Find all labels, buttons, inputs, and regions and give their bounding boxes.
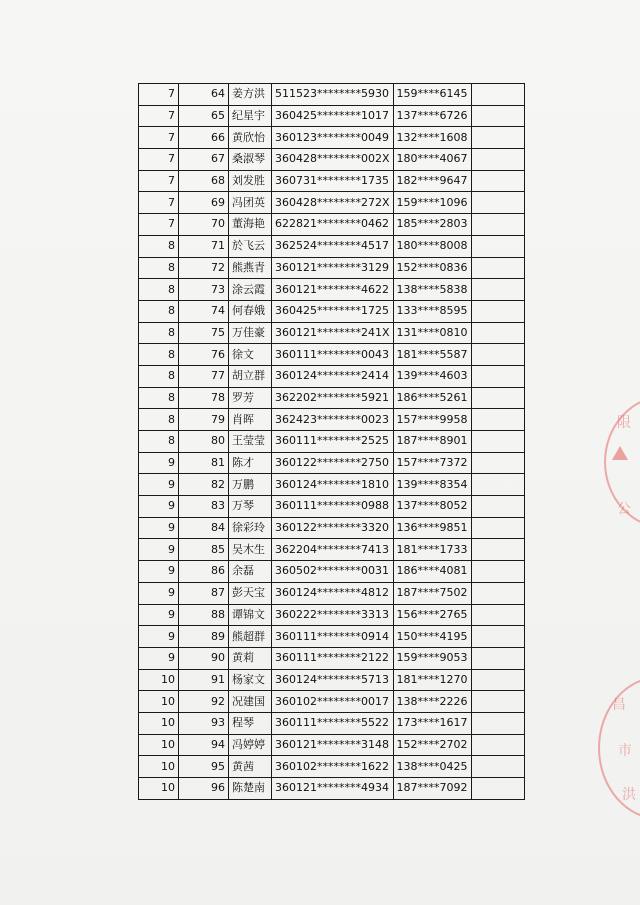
id-number-cell: 360121********4622 <box>272 279 394 301</box>
empty-cell <box>471 322 524 344</box>
roster-table-body <box>139 84 525 800</box>
name-cell: 胡立群 <box>229 365 272 387</box>
name-cell: 罗芳 <box>229 387 272 409</box>
id-number-cell: 511523********5930 <box>272 84 394 106</box>
id-number-cell: 360222********3313 <box>272 604 394 626</box>
name-cell: 纪星宇 <box>229 105 272 127</box>
batch-cell: 7 <box>139 127 179 149</box>
name-cell: 熊超群 <box>229 626 272 648</box>
id-number-cell: 360731********1735 <box>272 170 394 192</box>
table-row <box>139 127 525 149</box>
phone-cell: 173****1617 <box>393 712 471 734</box>
name-cell: 徐彩玲 <box>229 517 272 539</box>
name-cell: 吴木生 <box>229 539 272 561</box>
phone-cell: 182****9647 <box>393 170 471 192</box>
name-cell: 於飞云 <box>229 235 272 257</box>
table-row <box>139 257 525 279</box>
id-number-cell: 362202********5921 <box>272 387 394 409</box>
empty-cell <box>471 582 524 604</box>
batch-cell: 8 <box>139 300 179 322</box>
number-cell: 67 <box>179 149 229 171</box>
empty-cell <box>471 279 524 301</box>
empty-cell <box>471 626 524 648</box>
number-cell: 83 <box>179 496 229 518</box>
number-cell: 89 <box>179 626 229 648</box>
phone-cell: 186****5261 <box>393 387 471 409</box>
id-number-cell: 360111********0988 <box>272 496 394 518</box>
batch-cell: 9 <box>139 626 179 648</box>
batch-cell: 7 <box>139 149 179 171</box>
empty-cell <box>471 431 524 453</box>
name-cell: 熊燕青 <box>229 257 272 279</box>
batch-cell: 9 <box>139 604 179 626</box>
empty-cell <box>471 214 524 236</box>
number-cell: 69 <box>179 192 229 214</box>
id-number-cell: 360124********2414 <box>272 365 394 387</box>
batch-cell: 9 <box>139 539 179 561</box>
phone-cell: 133****8595 <box>393 300 471 322</box>
phone-cell: 186****4081 <box>393 561 471 583</box>
number-cell: 94 <box>179 734 229 756</box>
table-row <box>139 322 525 344</box>
empty-cell <box>471 647 524 669</box>
table-row <box>139 431 525 453</box>
batch-cell: 9 <box>139 647 179 669</box>
name-cell: 黄欣怡 <box>229 127 272 149</box>
batch-cell: 8 <box>139 279 179 301</box>
table-row <box>139 778 525 800</box>
id-number-cell: 360111********2525 <box>272 431 394 453</box>
seal-star-icon <box>612 446 628 460</box>
empty-cell <box>471 539 524 561</box>
batch-cell: 9 <box>139 517 179 539</box>
empty-cell <box>471 365 524 387</box>
name-cell: 彭天宝 <box>229 582 272 604</box>
phone-cell: 138****2226 <box>393 691 471 713</box>
table-row <box>139 300 525 322</box>
batch-cell: 8 <box>139 235 179 257</box>
number-cell: 77 <box>179 365 229 387</box>
id-number-cell: 362204********7413 <box>272 539 394 561</box>
id-number-cell: 360102********0017 <box>272 691 394 713</box>
roster-table <box>138 83 525 800</box>
name-cell: 何春娥 <box>229 300 272 322</box>
phone-cell: 139****8354 <box>393 474 471 496</box>
number-cell: 73 <box>179 279 229 301</box>
number-cell: 95 <box>179 756 229 778</box>
number-cell: 88 <box>179 604 229 626</box>
phone-cell: 139****4603 <box>393 365 471 387</box>
batch-cell: 9 <box>139 452 179 474</box>
number-cell: 80 <box>179 431 229 453</box>
phone-cell: 138****0425 <box>393 756 471 778</box>
number-cell: 78 <box>179 387 229 409</box>
empty-cell <box>471 561 524 583</box>
batch-cell: 8 <box>139 257 179 279</box>
id-number-cell: 360111********0043 <box>272 344 394 366</box>
number-cell: 66 <box>179 127 229 149</box>
empty-cell <box>471 170 524 192</box>
table-row <box>139 452 525 474</box>
table-row <box>139 84 525 106</box>
phone-cell: 181****1270 <box>393 669 471 691</box>
empty-cell <box>471 127 524 149</box>
name-cell: 万琴 <box>229 496 272 518</box>
id-number-cell: 360122********2750 <box>272 452 394 474</box>
name-cell: 万鹏 <box>229 474 272 496</box>
phone-cell: 131****0810 <box>393 322 471 344</box>
name-cell: 刘发胜 <box>229 170 272 192</box>
id-number-cell: 360111********5522 <box>272 712 394 734</box>
phone-cell: 137****6726 <box>393 105 471 127</box>
batch-cell: 9 <box>139 474 179 496</box>
table-row <box>139 517 525 539</box>
batch-cell: 7 <box>139 105 179 127</box>
empty-cell <box>471 452 524 474</box>
number-cell: 65 <box>179 105 229 127</box>
batch-cell: 7 <box>139 84 179 106</box>
name-cell: 徐文 <box>229 344 272 366</box>
empty-cell <box>471 691 524 713</box>
table-row <box>139 539 525 561</box>
name-cell: 程琴 <box>229 712 272 734</box>
id-number-cell: 360124********5713 <box>272 669 394 691</box>
number-cell: 81 <box>179 452 229 474</box>
batch-cell: 7 <box>139 192 179 214</box>
table-row <box>139 626 525 648</box>
batch-cell: 8 <box>139 387 179 409</box>
number-cell: 68 <box>179 170 229 192</box>
batch-cell: 8 <box>139 344 179 366</box>
batch-cell: 10 <box>139 734 179 756</box>
phone-cell: 180****8008 <box>393 235 471 257</box>
id-number-cell: 360123********0049 <box>272 127 394 149</box>
batch-cell: 8 <box>139 409 179 431</box>
empty-cell <box>471 149 524 171</box>
table-row <box>139 409 525 431</box>
batch-cell: 10 <box>139 691 179 713</box>
seal-fragment-text: 公 <box>617 501 631 517</box>
table-row <box>139 734 525 756</box>
phone-cell: 181****1733 <box>393 539 471 561</box>
name-cell: 谭锦文 <box>229 604 272 626</box>
number-cell: 92 <box>179 691 229 713</box>
phone-cell: 157****9958 <box>393 409 471 431</box>
batch-cell: 7 <box>139 170 179 192</box>
id-number-cell: 360124********1810 <box>272 474 394 496</box>
empty-cell <box>471 669 524 691</box>
id-number-cell: 360425********1725 <box>272 300 394 322</box>
number-cell: 76 <box>179 344 229 366</box>
batch-cell: 10 <box>139 712 179 734</box>
number-cell: 87 <box>179 582 229 604</box>
phone-cell: 159****1096 <box>393 192 471 214</box>
phone-cell: 156****2765 <box>393 604 471 626</box>
number-cell: 74 <box>179 300 229 322</box>
empty-cell <box>471 235 524 257</box>
name-cell: 杨家文 <box>229 669 272 691</box>
table-row <box>139 712 525 734</box>
table-row <box>139 105 525 127</box>
number-cell: 90 <box>179 647 229 669</box>
phone-cell: 185****2803 <box>393 214 471 236</box>
phone-cell: 152****0836 <box>393 257 471 279</box>
name-cell: 万佳豪 <box>229 322 272 344</box>
number-cell: 71 <box>179 235 229 257</box>
id-number-cell: 360425********1017 <box>272 105 394 127</box>
name-cell: 黄莉 <box>229 647 272 669</box>
name-cell: 黄茜 <box>229 756 272 778</box>
id-number-cell: 360121********3148 <box>272 734 394 756</box>
batch-cell: 7 <box>139 214 179 236</box>
id-number-cell: 360428********272X <box>272 192 394 214</box>
seal-fragment-text: 限 <box>617 415 631 431</box>
phone-cell: 187****7502 <box>393 582 471 604</box>
id-number-cell: 622821********0462 <box>272 214 394 236</box>
id-number-cell: 360111********0914 <box>272 626 394 648</box>
name-cell: 桑淑琴 <box>229 149 272 171</box>
name-cell: 况建国 <box>229 691 272 713</box>
name-cell: 肖晖 <box>229 409 272 431</box>
name-cell: 陈才 <box>229 452 272 474</box>
seal-fragment-text: 昌 <box>612 697 626 713</box>
number-cell: 93 <box>179 712 229 734</box>
batch-cell: 8 <box>139 322 179 344</box>
phone-cell: 152****2702 <box>393 734 471 756</box>
number-cell: 82 <box>179 474 229 496</box>
number-cell: 86 <box>179 561 229 583</box>
id-number-cell: 360502********0031 <box>272 561 394 583</box>
empty-cell <box>471 387 524 409</box>
seal-fragment-text: 市 <box>618 743 632 759</box>
table-row <box>139 170 525 192</box>
empty-cell <box>471 712 524 734</box>
phone-cell: 132****1608 <box>393 127 471 149</box>
phone-cell: 136****9851 <box>393 517 471 539</box>
name-cell: 陈楚南 <box>229 778 272 800</box>
batch-cell: 10 <box>139 778 179 800</box>
id-number-cell: 360121********3129 <box>272 257 394 279</box>
batch-cell: 10 <box>139 756 179 778</box>
batch-cell: 9 <box>139 496 179 518</box>
table-row <box>139 669 525 691</box>
table-row <box>139 365 525 387</box>
number-cell: 84 <box>179 517 229 539</box>
id-number-cell: 362524********4517 <box>272 235 394 257</box>
number-cell: 75 <box>179 322 229 344</box>
id-number-cell: 360121********241X <box>272 322 394 344</box>
empty-cell <box>471 84 524 106</box>
phone-cell: 157****7372 <box>393 452 471 474</box>
batch-cell: 10 <box>139 669 179 691</box>
batch-cell: 9 <box>139 582 179 604</box>
phone-cell: 187****8901 <box>393 431 471 453</box>
phone-cell: 138****5838 <box>393 279 471 301</box>
table-row <box>139 235 525 257</box>
empty-cell <box>471 604 524 626</box>
table-row <box>139 561 525 583</box>
number-cell: 64 <box>179 84 229 106</box>
empty-cell <box>471 496 524 518</box>
table-row <box>139 344 525 366</box>
empty-cell <box>471 105 524 127</box>
phone-cell: 150****4195 <box>393 626 471 648</box>
phone-cell: 159****9053 <box>393 647 471 669</box>
empty-cell <box>471 474 524 496</box>
phone-cell: 137****8052 <box>393 496 471 518</box>
name-cell: 冯婷婷 <box>229 734 272 756</box>
empty-cell <box>471 192 524 214</box>
batch-cell: 9 <box>139 561 179 583</box>
empty-cell <box>471 300 524 322</box>
phone-cell: 159****6145 <box>393 84 471 106</box>
table-row <box>139 582 525 604</box>
name-cell: 姜方洪 <box>229 84 272 106</box>
table-row <box>139 149 525 171</box>
name-cell: 冯团英 <box>229 192 272 214</box>
id-number-cell: 362423********0023 <box>272 409 394 431</box>
empty-cell <box>471 409 524 431</box>
number-cell: 79 <box>179 409 229 431</box>
table-row <box>139 192 525 214</box>
number-cell: 96 <box>179 778 229 800</box>
table-row <box>139 214 525 236</box>
batch-cell: 8 <box>139 431 179 453</box>
batch-cell: 8 <box>139 365 179 387</box>
number-cell: 70 <box>179 214 229 236</box>
table-row <box>139 604 525 626</box>
id-number-cell: 360428********002X <box>272 149 394 171</box>
empty-cell <box>471 344 524 366</box>
name-cell: 涂云霞 <box>229 279 272 301</box>
table-row <box>139 474 525 496</box>
table-row <box>139 691 525 713</box>
name-cell: 余磊 <box>229 561 272 583</box>
empty-cell <box>471 778 524 800</box>
number-cell: 85 <box>179 539 229 561</box>
id-number-cell: 360102********1622 <box>272 756 394 778</box>
id-number-cell: 360122********3320 <box>272 517 394 539</box>
number-cell: 91 <box>179 669 229 691</box>
table-row <box>139 647 525 669</box>
id-number-cell: 360121********4934 <box>272 778 394 800</box>
table-row <box>139 756 525 778</box>
id-number-cell: 360111********2122 <box>272 647 394 669</box>
id-number-cell: 360124********4812 <box>272 582 394 604</box>
empty-cell <box>471 756 524 778</box>
phone-cell: 181****5587 <box>393 344 471 366</box>
empty-cell <box>471 517 524 539</box>
seal-fragment-text: 洪 <box>622 787 636 803</box>
empty-cell <box>471 257 524 279</box>
table-row <box>139 279 525 301</box>
table-row <box>139 387 525 409</box>
empty-cell <box>471 734 524 756</box>
number-cell: 72 <box>179 257 229 279</box>
table-row <box>139 496 525 518</box>
phone-cell: 180****4067 <box>393 149 471 171</box>
phone-cell: 187****7092 <box>393 778 471 800</box>
name-cell: 王莹莹 <box>229 431 272 453</box>
name-cell: 董海艳 <box>229 214 272 236</box>
